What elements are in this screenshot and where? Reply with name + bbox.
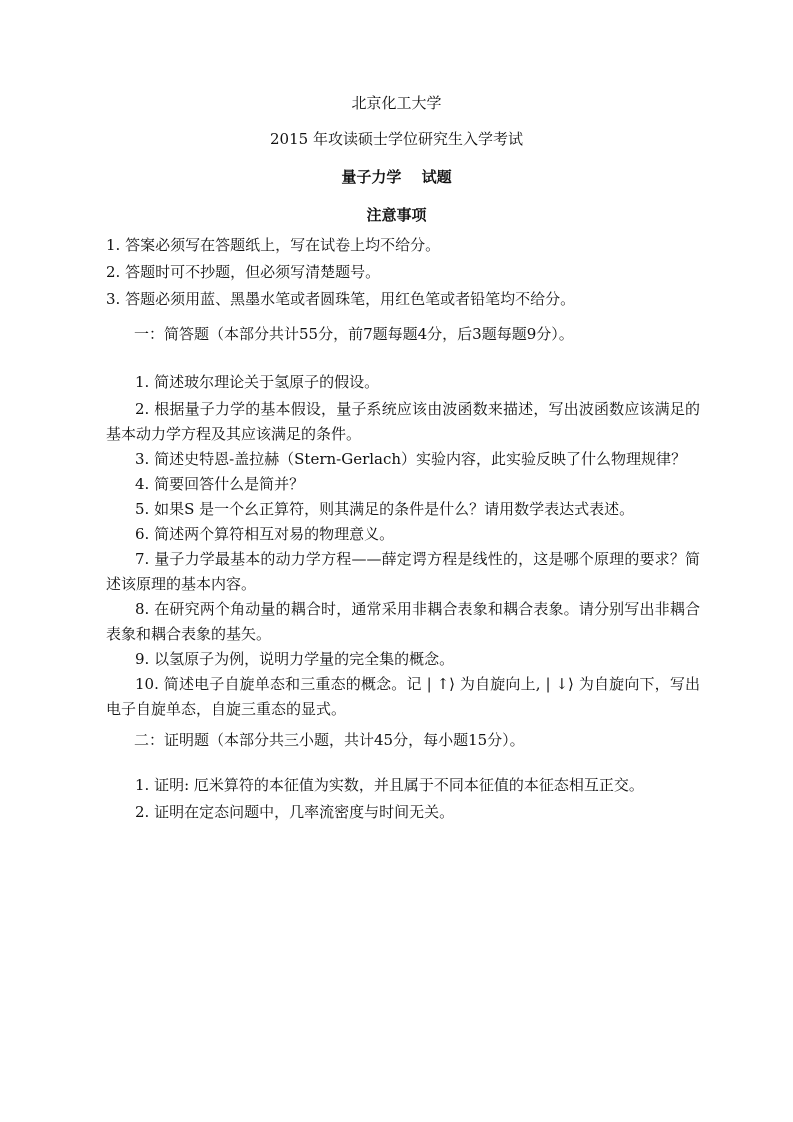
question-item: 5. 如果S 是一个幺正算符，则其满足的条件是什么？请用数学表达式表述。	[135, 500, 635, 518]
question-item: 4. 简要回答什么是简并？	[135, 475, 305, 493]
question-item: 8. 在研究两个角动量的耦合时，通常采用非耦合表象和耦合表象。请分别写出非耦合表象和耦合表象的基矢。	[106, 600, 700, 643]
university-name: 北京化工大学	[351, 94, 442, 112]
section2-title: 二：证明题（本部分共三小题，共计45分，每小题15分）。	[134, 731, 525, 749]
section2-question-list	[106, 773, 700, 827]
subject-title: 量子力学 试题	[341, 168, 452, 186]
notice-list	[106, 232, 706, 313]
question-item: 7. 量子力学最基本的动力学方程——薛定谔方程是线性的，这是哪个原理的要求？简述该原理的基本内容。	[106, 550, 700, 593]
question-item: 1. 简述玻尔理论关于氢原子的假设。	[135, 373, 380, 391]
proof-item: 1. 证明: 厄米算符的本征值为实数，并且属于不同本征值的本征态相互正交。	[135, 776, 644, 794]
notice-heading: 注意事项	[366, 206, 427, 224]
question-item: 2. 根据量子力学的基本假设，量子系统应该由波函数来描述，写出波函数应该满足的基本动力学方程及其应该满足的条件。	[106, 400, 700, 443]
notice-item: 1. 答案必须写在答题纸上，写在试卷上均不给分。	[106, 236, 441, 254]
question-item: 6. 简述两个算符相互对易的物理意义。	[135, 525, 395, 543]
question-item: 3. 简述史特恩-盖拉赫（Stern-Gerlach）实验内容，此实验反映了什么物理规律？	[135, 450, 687, 468]
notice-item: 2. 答题时可不抄题，但必须写清楚题号。	[106, 263, 381, 281]
section1-title: 一：简答题（本部分共计55分，前7题每题4分，后3题每题9分）。	[134, 325, 574, 343]
question-item: 9. 以氢原子为例，说明力学量的完全集的概念。	[135, 650, 455, 668]
question-item: 10. 简述电子自旋单态和三重态的概念。记 | ↑⟩ 为自旋向上, | ↓⟩ 为自旋向下，写出电子自旋单态，自旋三重态的显式。	[106, 675, 700, 718]
exam-title: 2015 年攻读硕士学位研究生入学考试	[270, 130, 523, 148]
proof-item: 2. 证明在定态问题中，几率流密度与时间无关。	[135, 803, 455, 821]
section1-question-list	[106, 370, 700, 722]
notice-item: 3. 答题必须用蓝、黑墨水笔或者圆珠笔，用红色笔或者铅笔均不给分。	[106, 290, 576, 308]
